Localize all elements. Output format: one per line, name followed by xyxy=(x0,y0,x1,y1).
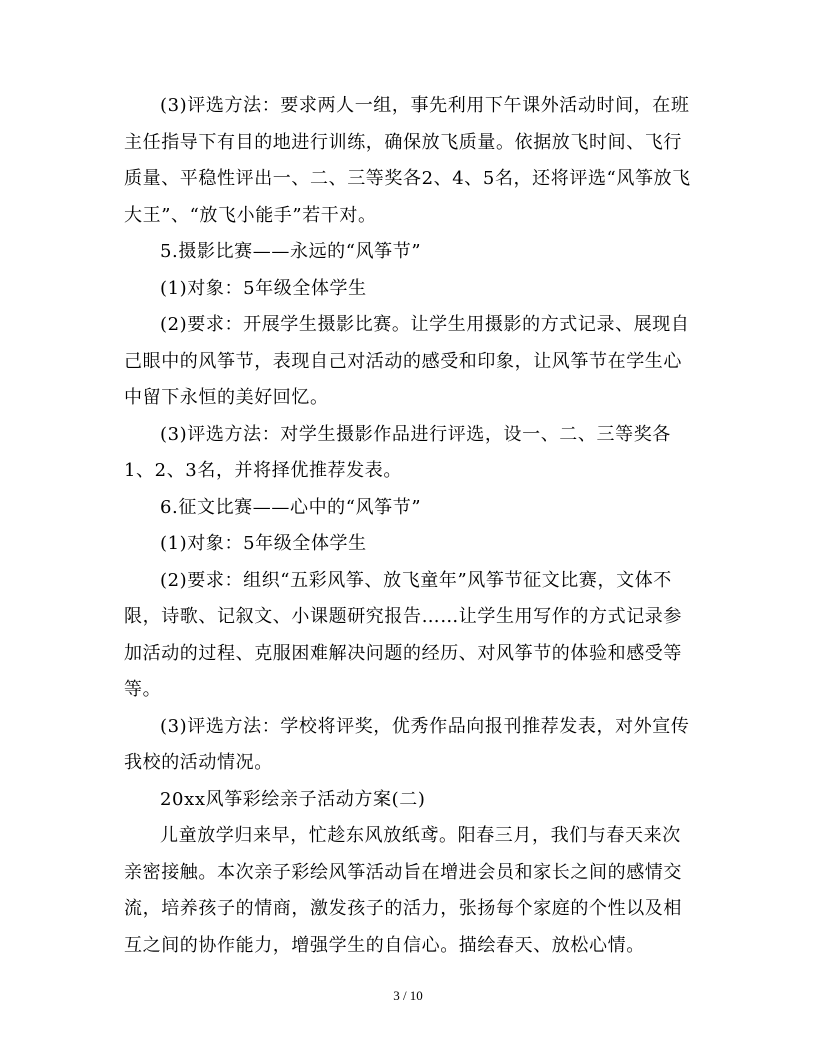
paragraph-photo-evaluation-intro: (3)评选方法：要求两人一组，事先利用下午课外活动时间，在班主任指导下有目的地进行训练，确保放飞质量。依据放飞时间、飞行质量、平稳性评出一、二、三等奖各2、4、5名，还将评选“风筝放飞大王”、“放飞小能手”若干对。 xyxy=(124,95,691,226)
page-number: 3 / 10 xyxy=(393,988,423,1003)
paragraph-essay-requirements: (2)要求：组织“五彩风筝、放飞童年”风筝节征文比赛，文体不限，诗歌、记叙文、小课题研究报告……让学生用写作的方式记录参加活动的过程、克服困难解决问题的经历、对风筝节的体验和感受等等。 xyxy=(124,569,682,700)
paragraph-plan-two-intro: 儿童放学归来早，忙趁东风放纸鸢。阳春三月，我们与春天来次亲密接触。本次亲子彩绘风筝活动旨在增进会员和家长之间的感情交流，培养孩子的情商，激发孩子的活力，张扬每个家庭的个性以及相互之间的协作能力，增强学生的自信心。描绘春天、放松心情。 xyxy=(124,825,682,956)
document-body xyxy=(124,88,698,964)
paragraph-photography-evaluation: (3)评选方法：对学生摄影作品进行评选，设一、二、三等奖各1、2、3名，并将择优推荐发表。 xyxy=(124,423,671,481)
section-heading-photography: 5.摄影比赛——永远的“风筝节” xyxy=(160,241,422,262)
section-heading-essay: 6.征文比赛——心中的“风筝节” xyxy=(160,496,422,518)
section-heading-plan-two: 20xx风筝彩绘亲子活动方案(二) xyxy=(160,788,426,810)
paragraph-photography-requirements: (2)要求：开展学生摄影比赛。让学生用摄影的方式记录、展现自己眼中的风筝节，表现自己对活动的感受和印象，让风筝节在学生心中留下永恒的美好回忆。 xyxy=(124,314,690,408)
paragraph-essay-target: (1)对象：5年级全体学生 xyxy=(160,533,367,554)
paragraph-essay-evaluation: (3)评选方法：学校将评奖，优秀作品向报刊推荐发表，对外宣传我校的活动情况。 xyxy=(124,715,690,773)
paragraph-photography-target: (1)对象：5年级全体学生 xyxy=(160,277,367,299)
